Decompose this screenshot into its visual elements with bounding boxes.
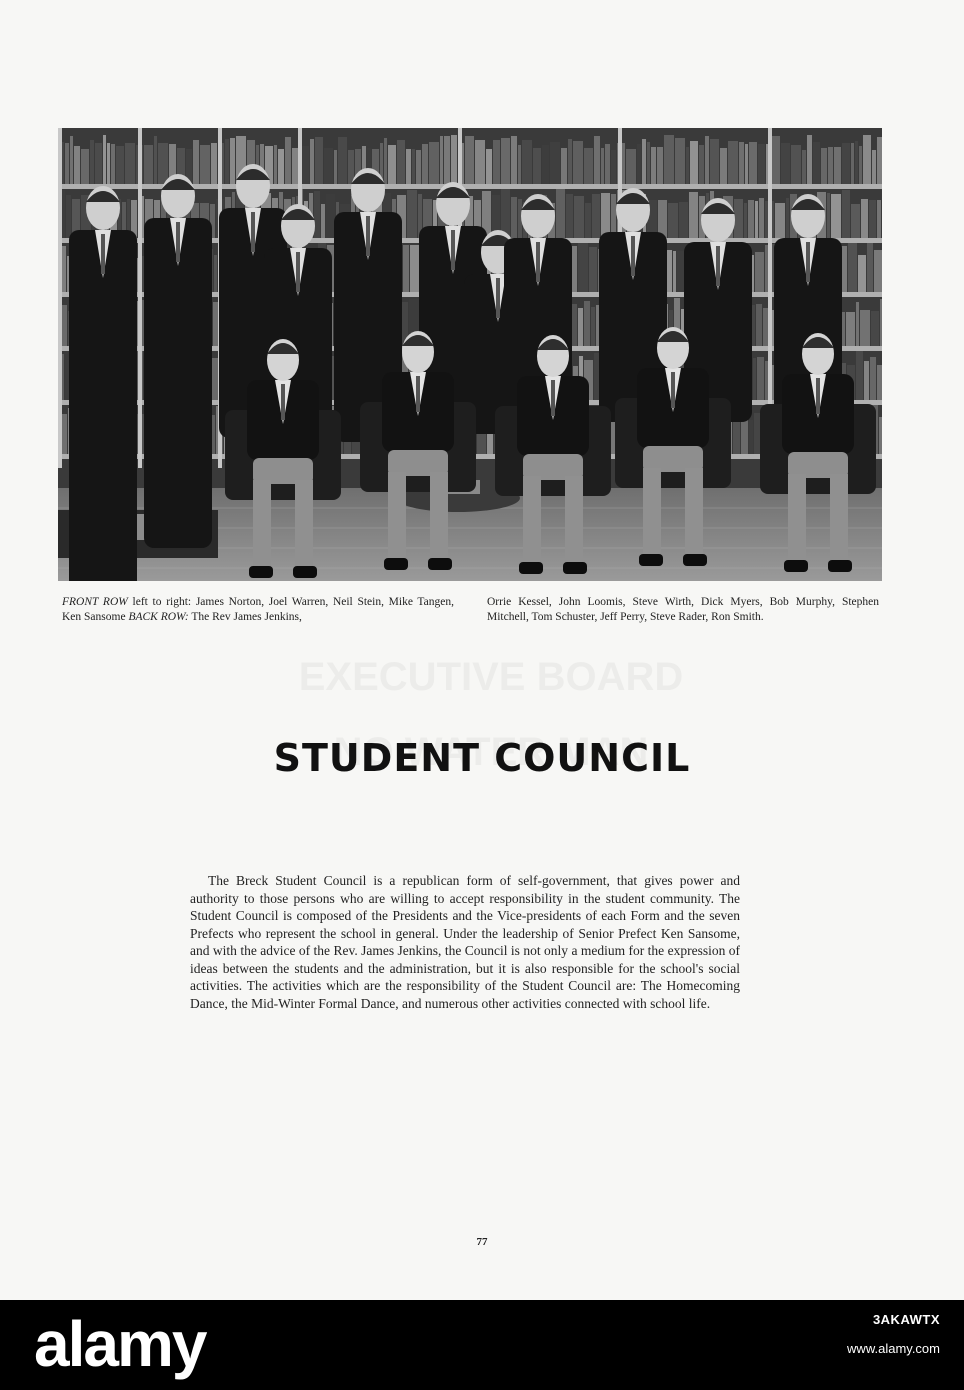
stock-logo (34, 1310, 474, 1380)
caption-left (62, 595, 454, 625)
front-row-label: FRONT ROW (62, 596, 128, 608)
caption-right: Orrie Kessel, John Loomis, Steve Wirth, Dick Myers, Bob Murphy, Stephen Mitchell, Tom Schuster, Jeff Perry, Steve Rader, Ron Smith. (487, 596, 879, 623)
stock-image-id: 3AKAWTX (872, 1312, 940, 1327)
back-row-label: BACK ROW: (128, 611, 189, 623)
group-photo (58, 128, 882, 581)
group-photo-illustration (58, 128, 882, 581)
stock-id-block (720, 1312, 940, 1356)
page-number: 77 (476, 1236, 488, 1248)
back-row-names-start: The Rev James Jenkins, (188, 611, 302, 623)
bleed-through-heading (196, 655, 786, 700)
front-row-names: left to right: James Norton, Joel Warren, Neil Stein, Mike Tangen, Ken Sansome (62, 596, 454, 623)
body-paragraph: The Breck Student Council is a republican form of self-government, that gives power and authority to those persons who are willing to accept responsibility in the student community. The Student Council is composed of the Presidents and the Vice-presidents of each Form and the seven Prefects who represent the school in general. Under the leadership of Senior Prefect Ken Sansome, and with the advice of the Rev. James Jenkins, the Council is not only a medium for the expression of ideas between the students and the administration, but it is also responsible for the school's social activities. The activities which are the responsibility of the Student Council are: The Homecoming Dance, the Mid-Winter Formal Dance, and numerous other activities connected with school life. (190, 873, 740, 1011)
stock-url: www.alamy.com (847, 1341, 940, 1356)
page-title: STUDENT COUNCIL (273, 736, 691, 780)
svg-text:alamy: alamy (34, 1310, 206, 1380)
